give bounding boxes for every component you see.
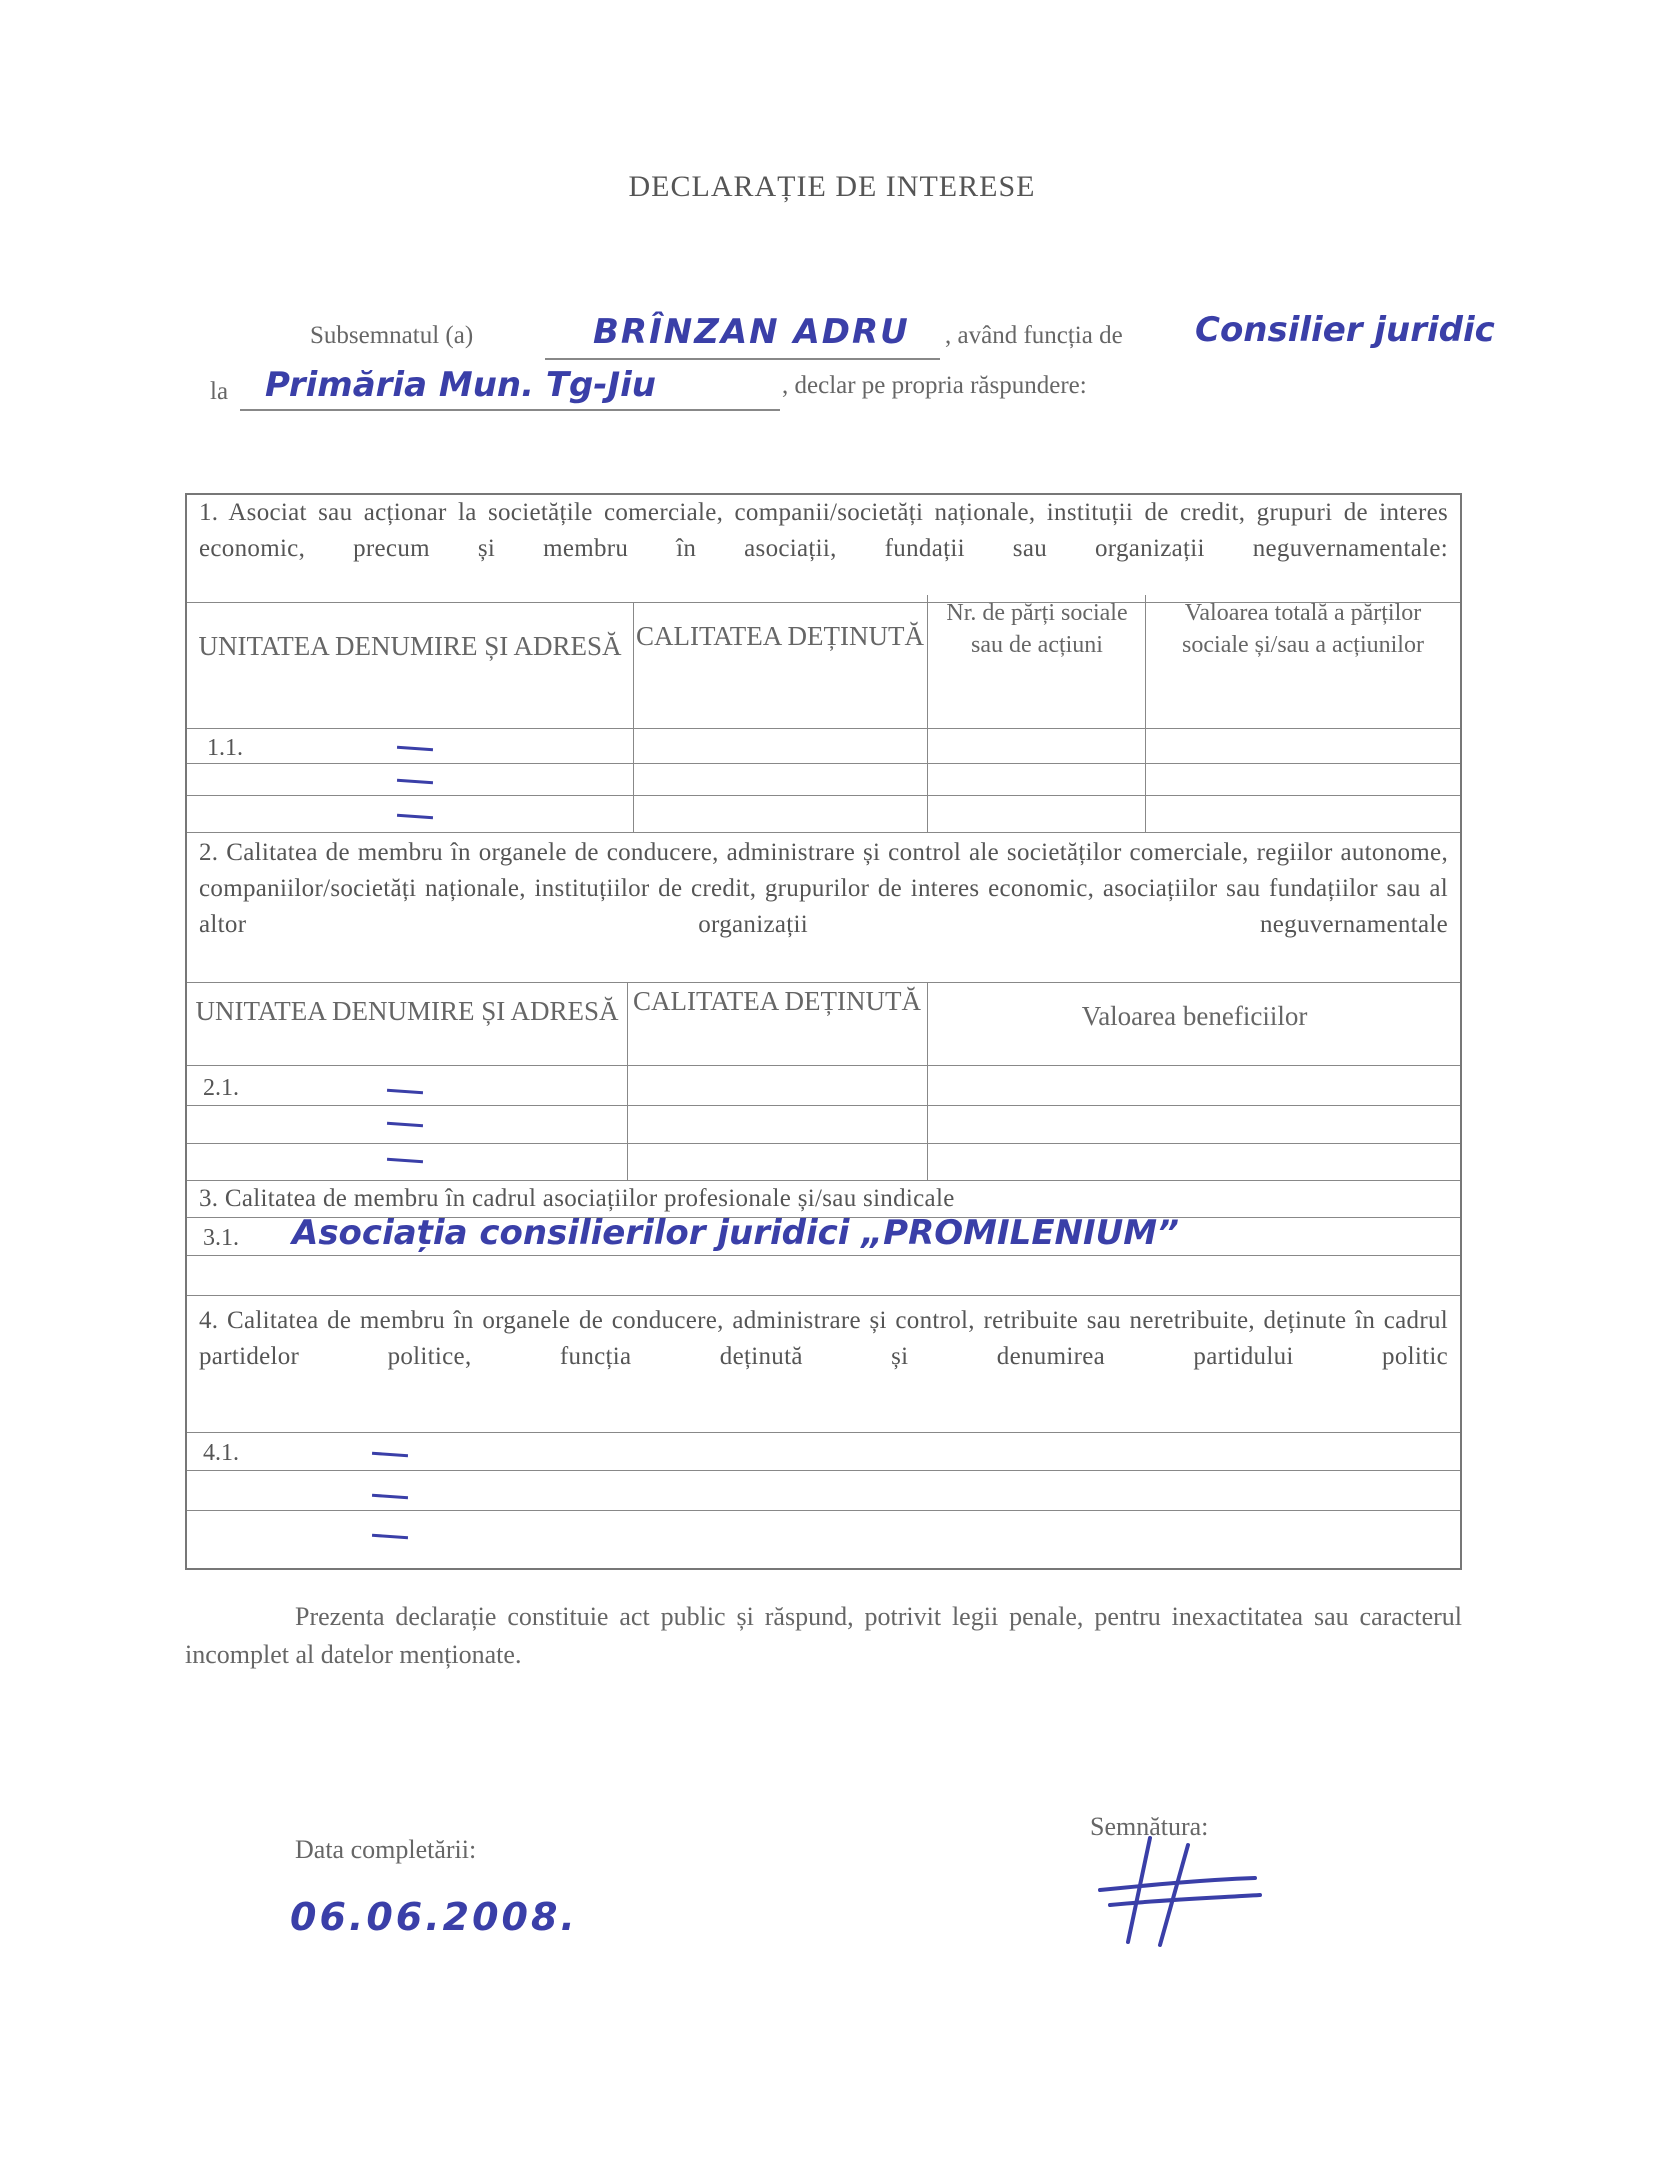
- section-2-text: 2. Calitatea de membru în organele de conducere, administrare și control ale societăților comerciale, regiilor autonome, companiilor/societăți naționale, instituțiilor de credit, grupurilor de interes economic, asociațiilor sau fundațiilor sau al altor organizații neguvernamentale: [199, 839, 1448, 938]
- subsemnatul-label: Subsemnatul (a): [310, 322, 474, 349]
- document-title: DECLARAȚIE DE INTERESE: [628, 170, 1036, 203]
- name-field[interactable]: [545, 312, 940, 360]
- footer-statement: Prezenta declarație constituie act public și răspund, potrivit legii penale, pentru inexactitatea sau caracterul incomplet al datelor menționate.: [185, 1602, 1462, 1669]
- declar-label: , declar pe propria răspundere:: [782, 372, 1087, 399]
- section-3-text: 3. Calitatea de membru în cadrul asociațiilor profesionale și/sau sindicale: [199, 1185, 955, 1212]
- functia-label: , având funcția de: [945, 322, 1123, 349]
- s2-header-unitatea: UNITATEA DENUMIRE ȘI ADRESĂ: [195, 996, 619, 1026]
- s2-header-valoarea: Valoarea beneficiilor: [1081, 1001, 1308, 1031]
- section-1-text: 1. Asociat sau acționar la societățile comerciale, companii/societăți naționale, instituții de credit, grupuri de interes economic, precum și membru în asociații, fundații sau organizații neguvernamentale:: [199, 499, 1448, 562]
- s1-header-nr-parti: Nr. de părți sociale sau de acțiuni: [946, 600, 1128, 658]
- functia-value: Consilier juridic: [1195, 310, 1495, 350]
- name-value: BRÎNZAN ADRU: [593, 312, 910, 352]
- declaration-form: [185, 493, 1462, 1570]
- signature-mark-icon: [1090, 1830, 1270, 1950]
- s2-header-calitatea: CALITATEA DEȚINUTĂ: [632, 986, 922, 1016]
- s1-header-unitatea: UNITATEA DENUMIRE ȘI ADRESĂ: [198, 631, 622, 661]
- institutia-field[interactable]: [240, 365, 780, 411]
- section-4-text: 4. Calitatea de membru în organele de conducere, administrare și control, retribuite sau neretribuite, deținute în cadrul partidelor politice, funcția deținută și denumirea partidului politic: [199, 1307, 1448, 1370]
- s1-header-calitatea: CALITATEA DEȚINUTĂ: [635, 621, 925, 651]
- s1-header-valoarea: Valoarea totală a părților sociale și/sau a acțiunilor: [1182, 600, 1424, 658]
- s1-row-label: 1.1.: [207, 735, 243, 761]
- date-value: 06.06.2008.: [290, 1895, 578, 1939]
- la-label: la: [210, 378, 229, 405]
- s3-entry: Asociația consilierilor juridici „PROMILENIUM”: [292, 1213, 1180, 1253]
- date-label: Data completării:: [295, 1835, 477, 1864]
- s2-row-label: 2.1.: [203, 1075, 239, 1101]
- s4-row-label: 4.1.: [203, 1440, 239, 1466]
- institutia-value: Primăria Mun. Tg-Jiu: [265, 365, 657, 405]
- s3-row-label: 3.1.: [203, 1225, 239, 1251]
- signature-label: Semnătura:: [1090, 1812, 1209, 1841]
